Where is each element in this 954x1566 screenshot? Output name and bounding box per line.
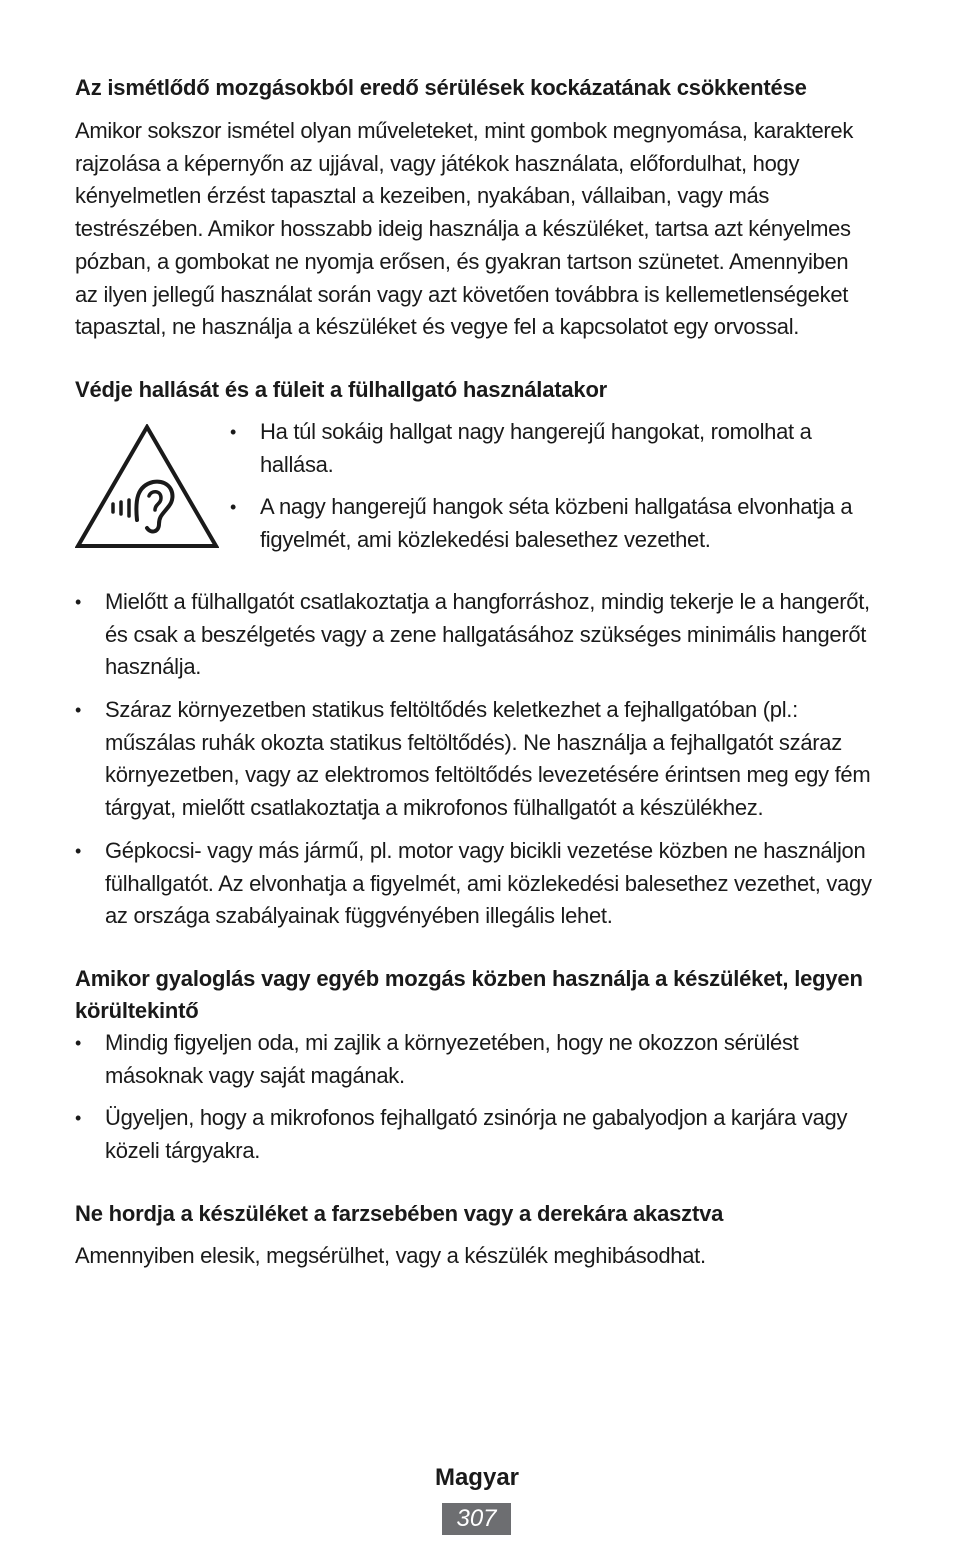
page-number: 307 [442, 1503, 511, 1535]
list-item: • Gépkocsi- vagy más jármű, pl. motor vagy bicikli vezetése közben ne használjon fülhallgatót. Az elvonhatja a figyelmét, ami közlekedési balesethez vezethet, vagy az országa szabályainak függvényében illegális lehet. [75, 837, 872, 929]
hearing-bullet-list [75, 586, 875, 933]
document-page [75, 72, 875, 1272]
footer-language: Magyar [434, 1464, 520, 1491]
section-title-repetitive-motion: Az ismétlődő mozgásokból eredő sérülések kockázatának csökkentése [75, 75, 807, 100]
list-item: • Száraz környezetben statikus feltöltődés keletkezhet a fejhallgatóban (pl.: műszálas ruhák okozta statikus feltöltődés). Ne használja a fejhallgatót száraz környezetben, vagy az elektromos feltöltődés levezetésére érintsen meg egy fém tárgyat, mielőtt csatlakoztatja a mikrofonos fülhallgatót a készülékhez. [75, 697, 871, 821]
list-item: • Ügyeljen, hogy a mikrofonos fejhallgató zsinórja ne gabalyodjon a karjára vagy közeli tárgyakra. [75, 1105, 848, 1164]
section-title-back-pocket: Ne hordja a készüléket a farzsebében vagy a derekára akasztva [75, 1200, 724, 1226]
hearing-warning-block [75, 416, 875, 586]
section-body-repetitive-motion: Amikor sokszor ismétel olyan műveleteket, mint gombok megnyomása, karakterek rajzolása a képernyőn az ujjával, vagy játékok használata, előfordulhat, hogy kényelmetlen érzést tapasztal a kezeiben, nyakában, vállaiban, vagy más testrészében. Amikor hosszabb ideig használja a készüléket, tartsa azt kényelmes pózban, a gombokat ne nyomja erősen, és gyakran tartson szünetet. Amennyiben az ilyen jellegű használat során vagy azt követően továbbra is kellemetlenségeket tapasztal, ne használja a készüléket és vegye fel a kapcsolatot egy orvossal. [75, 118, 854, 340]
list-item: • Mielőtt a fülhallgatót csatlakoztatja a hangforráshoz, mindig tekerje le a hangerőt, és csak a beszélgetés vagy a zene hallgatásához szükséges minimális hangerőt használja. [75, 588, 870, 680]
section-title-walking: Amikor gyaloglás vagy egyéb mozgás közben használja a készüléket, legyen körültekintő [75, 965, 863, 1023]
list-item: • Mindig figyeljen oda, mi zajlik a környezetében, hogy ne okozzon sérülést másoknak vagy saját magának. [75, 1029, 799, 1088]
list-item: • Ha túl sokáig hallgat nagy hangerejű hangokat, romolhat a hallása. [230, 418, 812, 477]
list-item: • A nagy hangerejű hangok séta közbeni hallgatása elvonhatja a figyelmét, ami közlekedési balesethez vezethet. [230, 494, 853, 553]
section-body-back-pocket: Amennyiben elesik, megsérülhet, vagy a készülék meghibásodhat. [75, 1242, 706, 1268]
section-title-hearing: Védje hallását és a füleit a fülhallgató használatakor [75, 376, 608, 402]
hearing-warning-list [230, 416, 875, 557]
walking-bullet-list [75, 1027, 875, 1168]
hearing-warning-icon [75, 424, 219, 552]
